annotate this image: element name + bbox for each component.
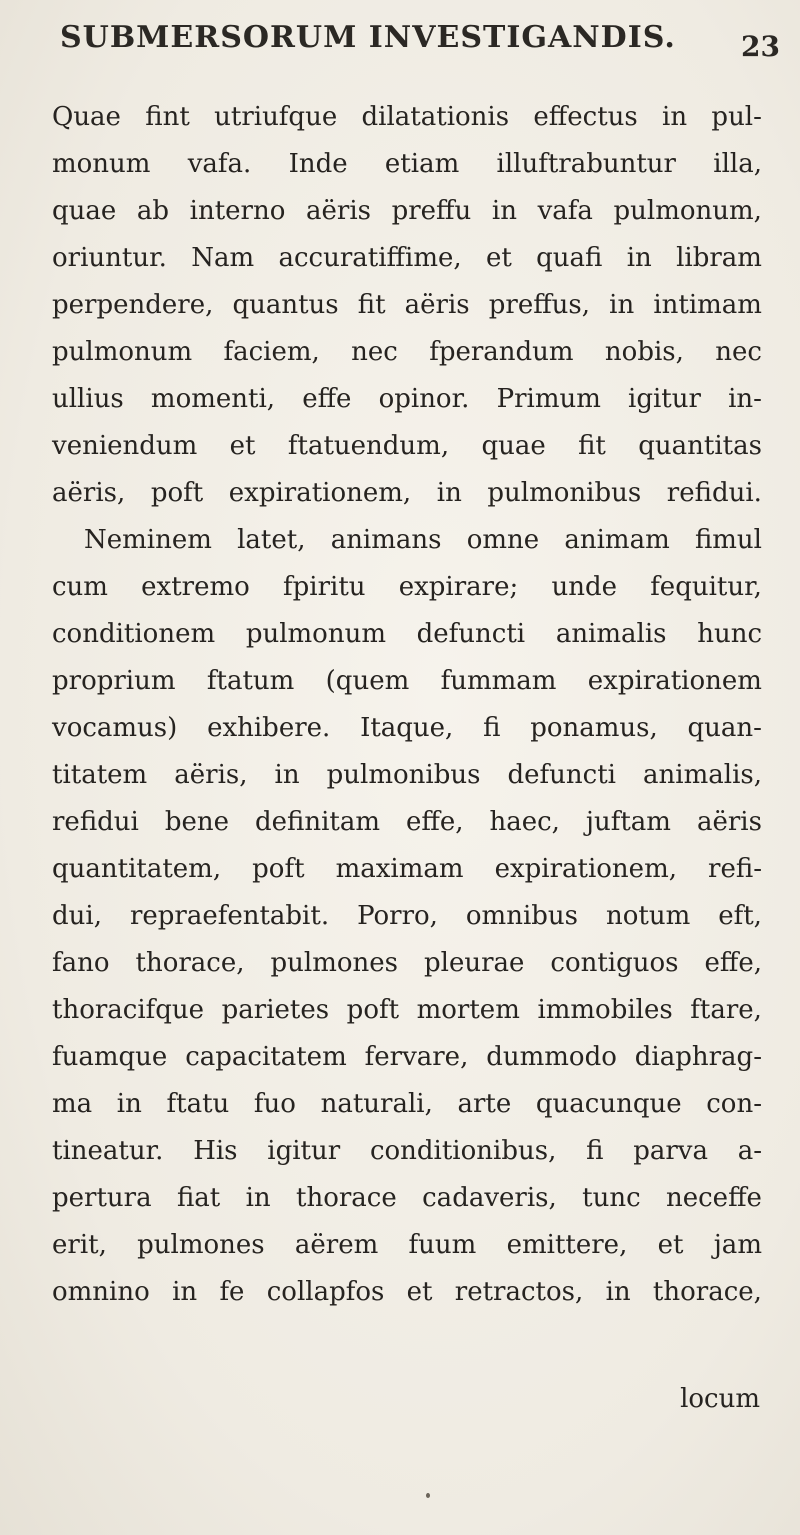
text-line: conditionem pulmonum defuncti animalis hunc (52, 619, 762, 649)
text-line: refidui bene definitam effe, haec, juftam aëris (52, 807, 762, 837)
text-line: pertura fiat in thorace cadaveris, tunc neceffe (52, 1183, 762, 1213)
text-line: cum extremo fpiritu expirare; unde fequitur, (52, 572, 762, 602)
page-header (60, 14, 780, 68)
text-line: pulmonum faciem, nec fperandum nobis, nec (52, 337, 762, 367)
text-line: quae ab interno aëris preffu in vafa pulmonum, (52, 196, 762, 226)
text-line: proprium ftatum (quem fummam expirationem (52, 666, 762, 696)
running-head: SUBMERSORUM INVESTIGANDIS. (60, 20, 676, 55)
text-line: fuamque capacitatem fervare, dummodo diaphrag- (52, 1042, 762, 1072)
text-line: erit, pulmones aërem fuum emittere, et jam (52, 1230, 762, 1260)
page-number: 23 (741, 30, 780, 63)
text-line: monum vafa. Inde etiam illuftrabuntur illa, (52, 149, 762, 179)
text-line: aëris, poft expirationem, in pulmonibus refidui. (52, 478, 762, 508)
text-line: ma in ftatu fuo naturali, arte quacunque con- (52, 1089, 762, 1119)
text-line: quantitatem, poft maximam expirationem, refi- (52, 854, 762, 884)
body-text (52, 94, 762, 1316)
text-line: ullius momenti, effe opinor. Primum igitur in- (52, 384, 762, 414)
text-line: thoracifque parietes poft mortem immobiles ftare, (52, 995, 762, 1025)
text-line: tineatur. His igitur conditionibus, fi parva a- (52, 1136, 762, 1166)
text-line: titatem aëris, in pulmonibus defuncti animalis, (52, 760, 762, 790)
text-line: fano thorace, pulmones pleurae contiguos effe, (52, 948, 762, 978)
text-line: veniendum et ftatuendum, quae fit quantitas (52, 431, 762, 461)
text-line: vocamus) exhibere. Itaque, fi ponamus, quan- (52, 713, 762, 743)
text-line: oriuntur. Nam accuratiffime, et quafi in libram (52, 243, 762, 273)
ink-speck (426, 1493, 430, 1498)
text-line: perpendere, quantus fit aëris preffus, in intimam (52, 290, 762, 320)
text-line: omnino in fe collapfos et retractos, in thorace, (52, 1277, 762, 1307)
text-line: Quae fint utriufque dilatationis effectus in pul- (52, 102, 762, 132)
catchword: locum (680, 1384, 760, 1414)
text-line-paragraph-start: Neminem latet, animans omne animam fimul (84, 525, 762, 555)
text-line: dui, repraefentabit. Porro, omnibus notum eft, (52, 901, 762, 931)
